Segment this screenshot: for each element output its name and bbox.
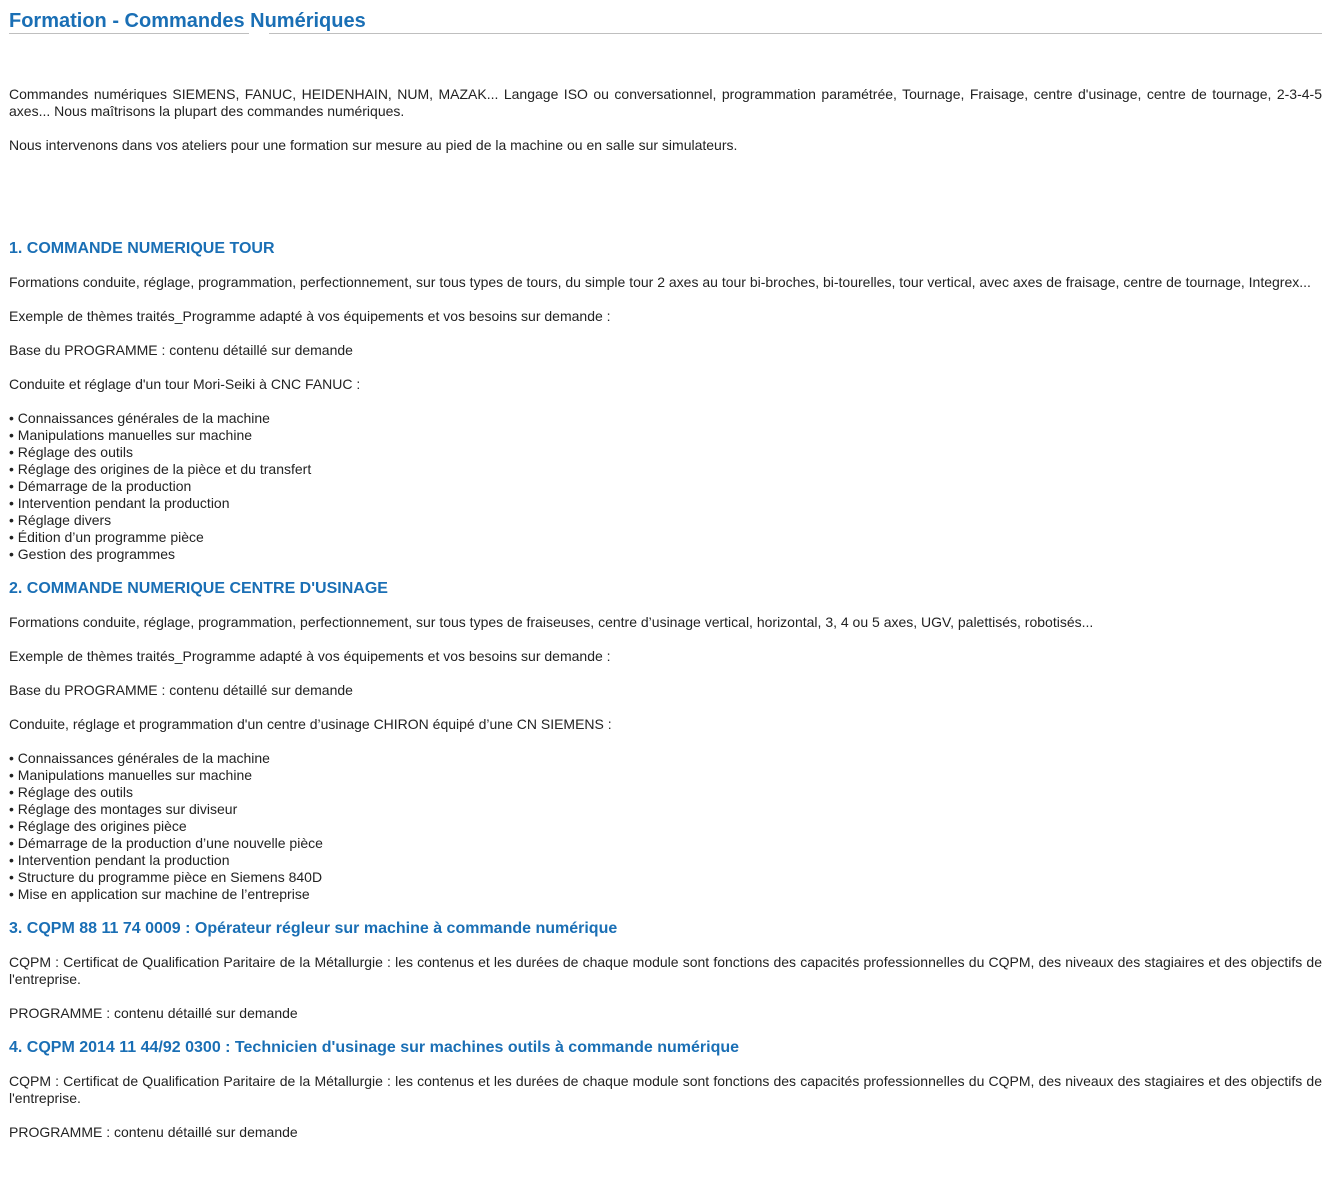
section-3-description: CQPM : Certificat de Qualification Paritaire de la Métallurgie : les contenus et les durées de chaque module sont fonctions des capacités professionnelles du CQPM, des niveaux des stagiaires et des objectifs de l'entreprise. — [9, 954, 1322, 987]
list-item: • Réglage des origines de la pièce et du transfert — [9, 461, 1322, 478]
list-item: • Démarrage de la production — [9, 478, 1322, 495]
title-underline — [9, 33, 249, 34]
list-item: • Intervention pendant la production — [9, 852, 1322, 869]
section-2-description: Formations conduite, réglage, programmation, perfectionnement, sur tous types de fraiseuses, centre d’usinage vertical, horizontal, 3, 4 ou 5 axes, UGV, palettisés, robotisés... — [9, 614, 1094, 630]
section-1-subtitle: Conduite et réglage d'un tour Mori-Seiki à CNC FANUC : — [9, 376, 361, 392]
title-rule — [269, 33, 1322, 34]
section-4-program: PROGRAMME : contenu détaillé sur demande — [9, 1124, 298, 1140]
section-1-title: 1. COMMANDE NUMERIQUE TOUR — [9, 240, 275, 257]
list-item: • Intervention pendant la production — [9, 495, 1322, 512]
section-2-subtitle: Conduite, réglage et programmation d'un centre d’usinage CHIRON équipé d’une CN SIEMENS : — [9, 716, 612, 732]
section-1-themes: Exemple de thèmes traités_Programme adapté à vos équipements et vos besoins sur demande : — [9, 308, 611, 324]
list-item: • Réglage des outils — [9, 444, 1322, 461]
section-1-description: Formations conduite, réglage, programmation, perfectionnement, sur tous types de tours, du simple tour 2 axes au tour bi-broches, bi-tourelles, tour vertical, avec axes de fraisage, centre de tournage, Integrex... — [9, 274, 1311, 290]
section-4-title: 4. CQPM 2014 11 44/92 0300 : Technicien d'usinage sur machines outils à commande numérique — [9, 1039, 740, 1056]
list-item: • Réglage des origines pièce — [9, 818, 1322, 835]
intro-paragraph-2: Nous intervenons dans vos ateliers pour une formation sur mesure au pied de la machine ou en salle sur simulateurs. — [9, 137, 738, 153]
list-item: • Manipulations manuelles sur machine — [9, 767, 1322, 784]
list-item: • Édition d’un programme pièce — [9, 529, 1322, 546]
section-2-themes: Exemple de thèmes traités_Programme adapté à vos équipements et vos besoins sur demande : — [9, 648, 611, 664]
page-title: Formation - Commandes Numériques — [9, 10, 366, 32]
section-2-title: 2. COMMANDE NUMERIQUE CENTRE D'USINAGE — [9, 580, 388, 597]
intro-paragraph-1: Commandes numériques SIEMENS, FANUC, HEIDENHAIN, NUM, MAZAK... Langage ISO ou conversationnel, programmation paramétrée, Tournage, Fraisage, centre d'usinage, centre de tournage, 2-3-4-5 axes... Nous maîtrisons la plupart des commandes numériques. — [9, 86, 1322, 119]
list-item: • Réglage des montages sur diviseur — [9, 801, 1322, 818]
section-3-program: PROGRAMME : contenu détaillé sur demande — [9, 1005, 298, 1021]
section-2-program: Base du PROGRAMME : contenu détaillé sur demande — [9, 682, 353, 698]
list-item: • Connaissances générales de la machine — [9, 750, 1322, 767]
list-item: • Connaissances générales de la machine — [9, 410, 1322, 427]
section-1-list — [9, 410, 1322, 563]
list-item: • Manipulations manuelles sur machine — [9, 427, 1322, 444]
section-1-program: Base du PROGRAMME : contenu détaillé sur demande — [9, 342, 353, 358]
list-item: • Mise en application sur machine de l’entreprise — [9, 886, 1322, 903]
section-3-title: 3. CQPM 88 11 74 0009 : Opérateur régleur sur machine à commande numérique — [9, 920, 618, 937]
list-item: • Réglage divers — [9, 512, 1322, 529]
list-item: • Gestion des programmes — [9, 546, 1322, 563]
page-header — [9, 0, 1322, 38]
section-2-list — [9, 750, 1322, 903]
list-item: • Structure du programme pièce en Siemens 840D — [9, 869, 1322, 886]
list-item: • Démarrage de la production d’une nouvelle pièce — [9, 835, 1322, 852]
list-item: • Réglage des outils — [9, 784, 1322, 801]
section-4-description: CQPM : Certificat de Qualification Paritaire de la Métallurgie : les contenus et les durées de chaque module sont fonctions des capacités professionnelles du CQPM, des niveaux des stagiaires et des objectifs de l'entreprise. — [9, 1073, 1322, 1106]
